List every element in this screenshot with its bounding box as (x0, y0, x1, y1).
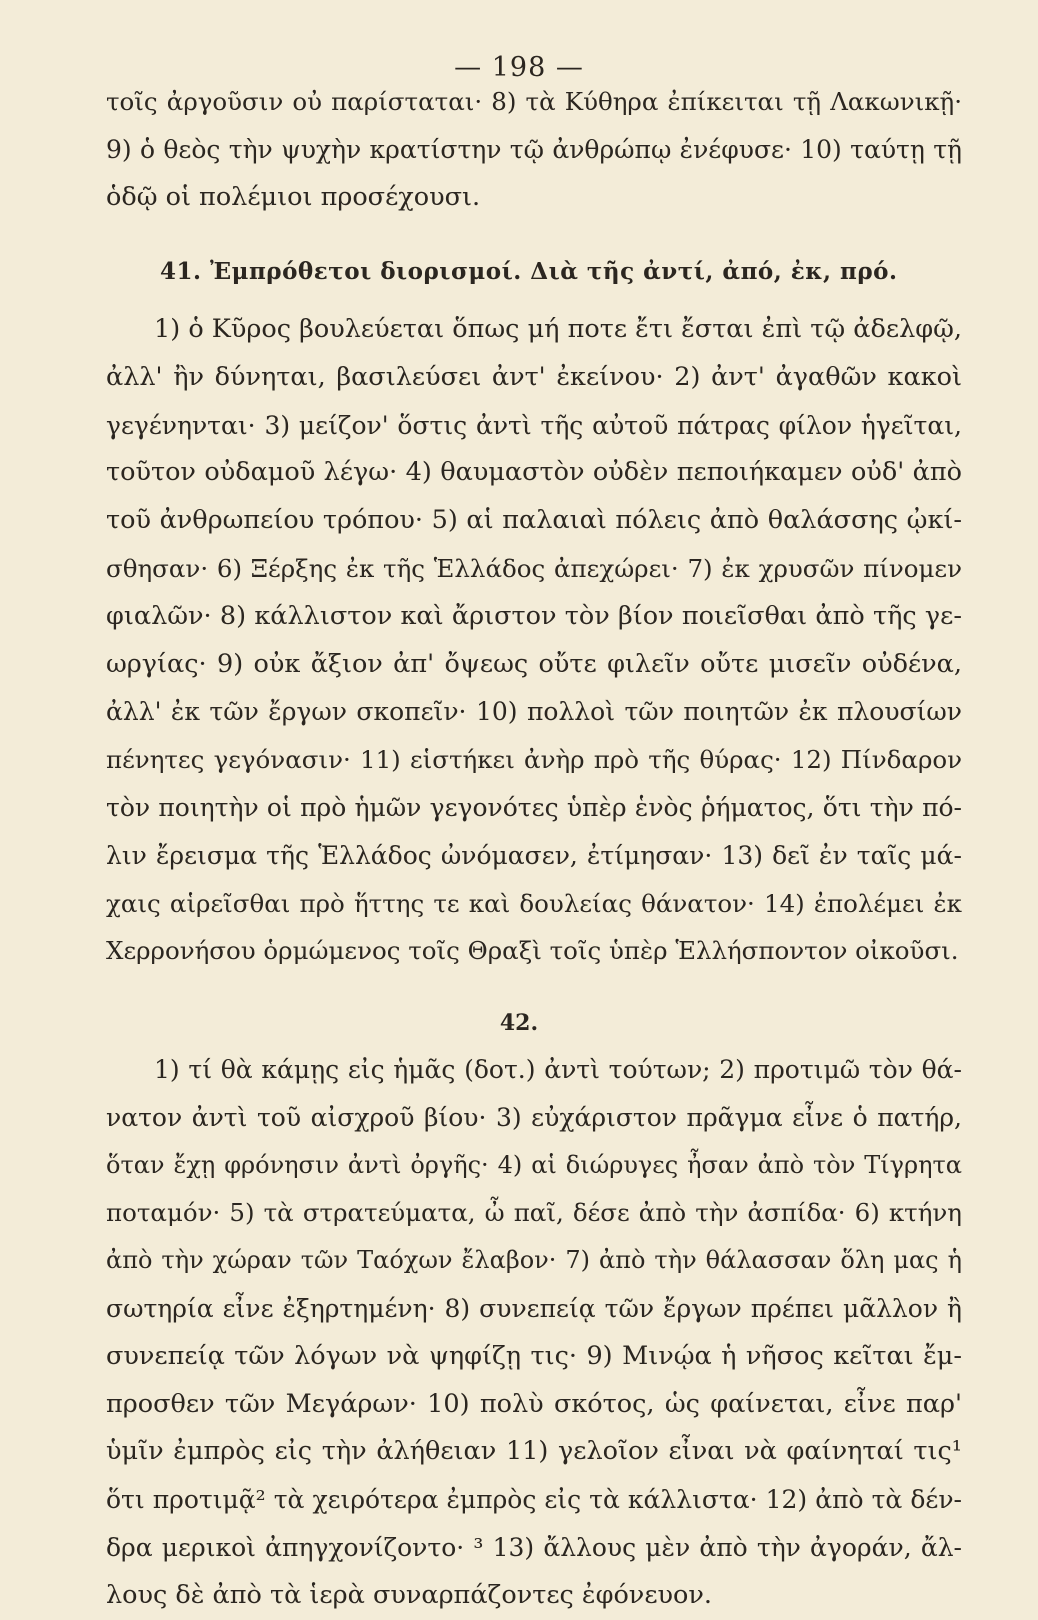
text-line: ἀλλ' ἢν δύνηται, βασιλεύσει ἀντ' ἐκείνου· 2) ἀντ' ἀγαθῶν κακοὶ (106, 361, 962, 392)
text-line: ωργίας· 9) οὐκ ἄξιον ἀπ' ὄψεως οὔτε φιλεῖν οὔτε μισεῖν οὐδένα, (106, 648, 962, 679)
text-line: προσθεν τῶν Μεγάρων· 10) πολὺ σκότος, ὡς φαίνεται, εἶνε παρ' (106, 1388, 962, 1419)
text-line: ὅταν ἔχῃ φρόνησιν ἀντὶ ὀργῆς· 4) αἱ διώρυγες ἦσαν ἀπὸ τὸν Τίγρητα (106, 1150, 962, 1179)
text-line: πένητες γεγόνασιν· 11) εἱστήκει ἀνὴρ πρὸ τῆς θύρας· 12) Πίνδαρον (106, 745, 962, 775)
text-line: 1) ὁ Κῦρος βουλεύεται ὅπως μή ποτε ἔτι ἔσται ἐπὶ τῷ ἀδελφῷ, (154, 314, 962, 344)
text-line: ἀπὸ τὴν χώραν τῶν Ταόχων ἔλαβον· 7) ἀπὸ τὴν θάλασσαν ὅλη μας ἡ (106, 1246, 962, 1275)
text-line: συνεπείᾳ τῶν λόγων νὰ ψηφίζῃ τις· 9) Μινῴα ἡ νῆσος κεῖται ἔμ- (106, 1340, 962, 1371)
text-line: ὅτι προτιμᾷ² τὰ χειρότερα ἐμπρὸς εἰς τὰ κάλλιστα· 12) ἀπὸ τὰ δέν- (106, 1485, 962, 1515)
text-line: σθησαν· 6) Ξέρξης ἐκ τῆς Ἑλλάδος ἀπεχώρει· 7) ἐκ χρυσῶν πίνομεν (106, 553, 962, 583)
text-line: φιαλῶν· 8) κάλλιστον καὶ ἄριστον τὸν βίον ποιεῖσθαι ἀπὸ τῆς γε- (106, 600, 962, 631)
text-line: ὑμῖν ἐμπρὸς εἰς τὴν ἀλήθειαν 11) γελοῖον εἶναι νὰ φαίνηταί τις¹ (106, 1436, 962, 1467)
text-line: γεγένηνται· 3) μείζον' ὅστις ἀντὶ τῆς αὐτοῦ πάτρας φίλον ἡγεῖται, (106, 410, 962, 440)
text-line: λους δὲ ἀπὸ τὰ ἱερὰ συναρπάζοντες ἐφόνευον. (106, 1579, 712, 1610)
text-line: ὁδῷ οἱ πολέμιοι προσέχουσι. (106, 181, 481, 212)
text-line: τοῦ ἀνθρωπείου τρόπου· 5) αἱ παλαιαὶ πόλεις ἀπὸ θαλάσσης ᾠκί- (106, 505, 962, 536)
text-line: Χερρονήσου ὁρμώμενος τοῖς Θραξὶ τοῖς ὑπὲρ Ἑλλήσποντον οἰκοῦσι. (106, 936, 959, 966)
text-line: 9) ὁ θεὸς τὴν ψυχὴν κρατίστην τῷ ἀνθρώπῳ ἐνέφυσε· 10) ταύτῃ τῇ (106, 134, 962, 164)
section-41-body (106, 306, 962, 975)
section-42-heading: 42. (499, 1010, 539, 1036)
page-number: — 198 — (454, 52, 584, 83)
text-line: τοῦτον οὐδαμοῦ λέγω· 4) θαυμαστὸν οὐδὲν πεποιήκαμεν οὐδ' ἀπὸ (106, 457, 962, 488)
text-line: τοῖς ἀργοῦσιν οὐ παρίσταται· 8) τὰ Κύθηρα ἐπίκειται τῇ Λακωνικῇ· (106, 87, 962, 116)
text-line: νατον ἀντὶ τοῦ αἰσχροῦ βίου· 3) εὐχάριστον πρᾶγμα εἶνε ὁ πατήρ, (106, 1102, 962, 1132)
text-line: λιν ἔρεισμα τῆς Ἑλλάδος ὠνόμασεν, ἐτίμησαν· 13) δεῖ ἐν ταῖς μά- (106, 840, 962, 870)
text-line: χαις αἱρεῖσθαι πρὸ ἥττης τε καὶ δουλείας θάνατον· 14) ἐπολέμει ἐκ (106, 888, 962, 918)
section-42-body (106, 1046, 962, 1620)
text-line: σωτηρία εἶνε ἐξηρτημένη· 8) συνεπείᾳ τῶν ἔργων πρέπει μᾶλλον ἢ (106, 1293, 962, 1323)
top-paragraph (106, 78, 962, 221)
text-line: 1) τί θὰ κάμῃς εἰς ἡμᾶς (δοτ.) ἀντὶ τούτων; 2) προτιμῶ τὸν θά- (154, 1055, 962, 1084)
text-line: τὸν ποιητὴν οἱ πρὸ ἡμῶν γεγονότες ὑπὲρ ἑνὸς ῥήματος, ὅτι τὴν πό- (106, 792, 962, 822)
text-line: δρα μερικοὶ ἀπηγχονίζοντο· ³ 13) ἄλλους μὲν ἀπὸ τὴν ἀγοράν, ἄλ- (106, 1532, 962, 1562)
section-41-heading: 41. Ἐμπρόθετοι διορισμοί. Διὰ τῆς ἀντί, ἀπό, ἐκ, πρό. (160, 258, 898, 285)
text-line: ποταμόν· 5) τὰ στρατεύματα, ὦ παῖ, δέσε ἀπὸ τὴν ἀσπίδα· 6) κτήνη (106, 1198, 962, 1228)
text-line: ἀλλ' ἐκ τῶν ἔργων σκοπεῖν· 10) πολλοὶ τῶν ποιητῶν ἐκ πλουσίων (106, 697, 962, 727)
